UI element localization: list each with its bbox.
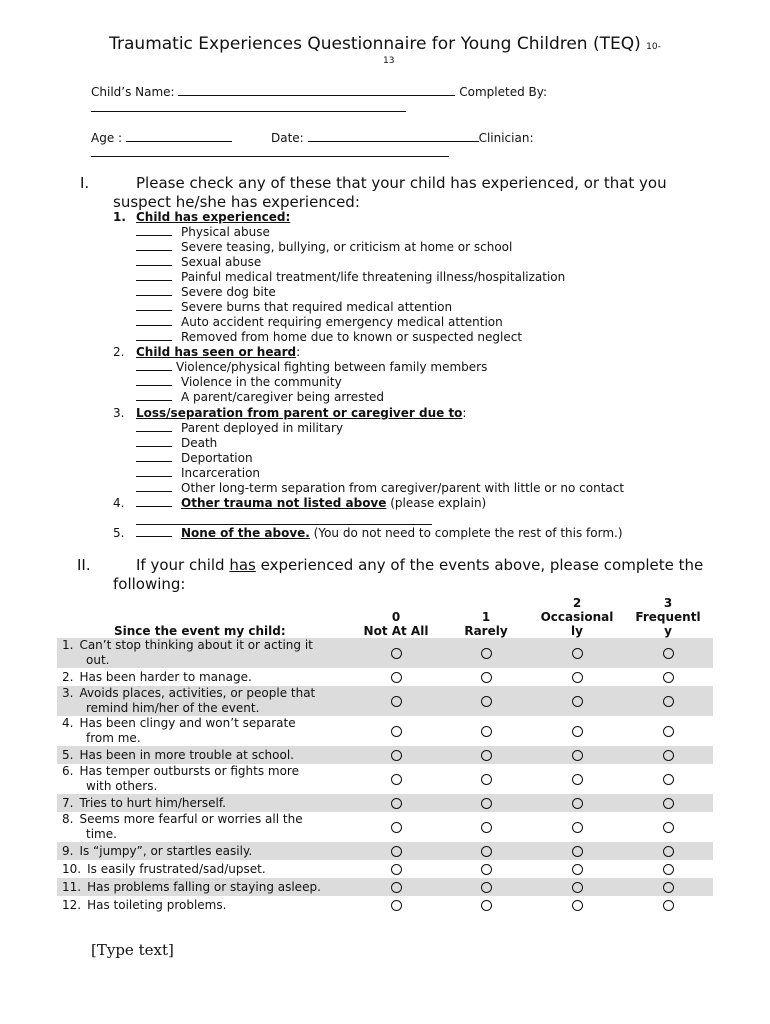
question-number: 7.: [62, 795, 74, 810]
rating-radio[interactable]: [481, 726, 492, 737]
question-cell: [57, 896, 351, 914]
rating-radio[interactable]: [481, 750, 492, 761]
rating-cell: [531, 812, 623, 842]
question-cell: [57, 860, 351, 878]
group-3-heading: Loss/separation from parent or caregiver due to:: [136, 406, 467, 420]
rating-radio[interactable]: [481, 648, 492, 659]
rating-cell: [441, 764, 531, 794]
other-trauma-explain-field[interactable]: [136, 524, 432, 525]
question-cell: [57, 716, 351, 746]
rating-radio[interactable]: [391, 696, 402, 707]
rating-cell: [441, 794, 531, 812]
column-header: 0 Not At All: [363, 610, 429, 638]
checklist-item[interactable]: Violence/physical fighting between family members: [136, 360, 487, 375]
rating-radio[interactable]: [481, 672, 492, 683]
rating-cell: [351, 716, 441, 746]
question-number: 2.: [62, 669, 74, 684]
checklist-item[interactable]: Sexual abuse: [136, 255, 261, 270]
rating-cell: [531, 794, 623, 812]
rating-cell: [441, 638, 531, 668]
clinician-field[interactable]: [91, 156, 449, 157]
section-2-numeral: II.: [77, 556, 91, 574]
checklist-item[interactable]: Parent deployed in military: [136, 421, 343, 436]
rating-radio[interactable]: [572, 672, 583, 683]
rating-cell: [623, 812, 713, 842]
question-text-continued: from me.: [86, 731, 141, 745]
rating-radio[interactable]: [391, 846, 402, 857]
clinician-label: Clinician:: [478, 131, 534, 145]
rating-radio[interactable]: [391, 900, 402, 911]
rating-radio[interactable]: [572, 900, 583, 911]
question-text: Has been harder to manage.: [79, 669, 252, 684]
rating-radio[interactable]: [481, 774, 492, 785]
rating-radio[interactable]: [572, 798, 583, 809]
rating-cell: [623, 686, 713, 716]
checklist-item[interactable]: A parent/caregiver being arrested: [136, 390, 384, 405]
question-text: Can’t stop thinking about it or acting it: [79, 638, 313, 652]
question-cell: [57, 668, 351, 686]
question-number: 6.: [62, 764, 74, 778]
column-header: 1 Rarely: [464, 610, 508, 638]
rating-radio[interactable]: [391, 822, 402, 833]
rating-radio[interactable]: [481, 798, 492, 809]
rating-radio[interactable]: [572, 822, 583, 833]
age-row: [91, 129, 232, 145]
rating-cell: [531, 668, 623, 686]
rating-radio[interactable]: [481, 864, 492, 875]
group-3-number: 3.: [113, 406, 125, 420]
group-5-number: 5.: [113, 526, 125, 540]
table-row: [57, 794, 713, 812]
rating-cell: [531, 878, 623, 896]
group-3-heading-text: Loss/separation from parent or caregiver due to: [136, 406, 463, 420]
rating-radio[interactable]: [663, 846, 674, 857]
checklist-item[interactable]: Severe burns that required medical attention: [136, 300, 452, 315]
table-row: [57, 716, 713, 746]
question-cell: [57, 878, 351, 896]
rating-radio[interactable]: [663, 750, 674, 761]
question-text-continued: remind him/her of the event.: [86, 701, 260, 715]
none-of-above-label: None of the above.: [181, 526, 310, 540]
rating-cell: [351, 896, 441, 914]
document-title: [0, 34, 770, 54]
rating-radio[interactable]: [663, 882, 674, 893]
rating-cell: [623, 842, 713, 860]
symptom-rating-table: [57, 590, 713, 914]
rating-cell: [531, 896, 623, 914]
rating-cell: [441, 896, 531, 914]
question-text: Has problems falling or staying asleep.: [87, 879, 321, 894]
rating-cell: [351, 878, 441, 896]
rating-radio[interactable]: [481, 882, 492, 893]
rating-cell: [441, 878, 531, 896]
question-text: Is “jumpy”, or startles easily.: [79, 843, 253, 858]
section-2-intro-continued: following:: [113, 575, 186, 593]
rating-cell: [441, 668, 531, 686]
table-row: [57, 842, 713, 860]
rating-radio[interactable]: [572, 846, 583, 857]
rating-radio[interactable]: [572, 648, 583, 659]
date-row: [271, 129, 533, 145]
rating-cell: [623, 716, 713, 746]
rating-radio[interactable]: [391, 648, 402, 659]
checklist-item[interactable]: Painful medical treatment/life threatening illness/hospitalization: [136, 270, 565, 285]
rating-cell: [351, 860, 441, 878]
group-1-heading: [136, 210, 290, 225]
checklist-item[interactable]: Physical abuse: [136, 225, 270, 240]
rating-cell: [623, 878, 713, 896]
question-number: 3.: [62, 686, 74, 700]
age-label: Age :: [91, 131, 123, 145]
checklist-item[interactable]: Deportation: [136, 451, 253, 466]
rating-cell: [351, 668, 441, 686]
question-text-continued: out.: [86, 653, 110, 667]
version-label-continued: 13: [383, 56, 395, 66]
question-text: Seems more fearful or worries all the: [79, 812, 303, 826]
rating-radio[interactable]: [572, 750, 583, 761]
rating-cell: [441, 716, 531, 746]
question-number: 1.: [62, 638, 74, 652]
rating-radio[interactable]: [391, 726, 402, 737]
rating-cell: [441, 860, 531, 878]
table-row: [57, 746, 713, 764]
question-text: Avoids places, activities, or people that: [79, 686, 316, 700]
table-row: [57, 764, 713, 794]
type-text-placeholder: [Type text]: [91, 941, 174, 959]
rating-radio[interactable]: [663, 672, 674, 683]
rating-cell: [531, 764, 623, 794]
group-2-number: 2.: [113, 345, 125, 359]
checklist-item[interactable]: Incarceration: [136, 466, 260, 481]
rating-cell: [623, 638, 713, 668]
since-event-header: Since the event my child:: [114, 624, 286, 638]
question-cell: [57, 842, 351, 860]
rating-cell: [623, 764, 713, 794]
rating-cell: [531, 638, 623, 668]
question-cell: [57, 638, 351, 668]
section-1-intro: Please check any of these that your child has experienced, or that you: [136, 174, 667, 192]
section-1-intro-continued: suspect he/she has experienced:: [113, 193, 360, 211]
question-number: 11.: [62, 879, 82, 894]
rating-radio[interactable]: [572, 882, 583, 893]
rating-cell: [531, 686, 623, 716]
checklist-item[interactable]: Violence in the community: [136, 375, 342, 390]
question-text: Has been in more trouble at school.: [79, 747, 294, 762]
table-row: [57, 896, 713, 914]
rating-radio[interactable]: [663, 648, 674, 659]
rating-radio[interactable]: [481, 900, 492, 911]
rating-cell: [441, 842, 531, 860]
rating-radio[interactable]: [663, 822, 674, 833]
question-text: Tries to hurt him/herself.: [79, 795, 226, 810]
group-2-heading: Child has seen or heard:: [136, 345, 301, 359]
rating-radio[interactable]: [572, 864, 583, 875]
group-4-number: 4.: [113, 496, 125, 510]
table-row: [57, 812, 713, 842]
rating-cell: [623, 746, 713, 764]
rating-radio[interactable]: [663, 864, 674, 875]
other-trauma-item[interactable]: Other trauma not listed above (please explain): [136, 496, 486, 511]
group-1-heading-text: Child has experienced:: [136, 210, 291, 224]
question-text: Has temper outbursts or fights more: [79, 764, 299, 778]
table-row: [57, 638, 713, 668]
table-row: [57, 668, 713, 686]
rating-radio[interactable]: [663, 798, 674, 809]
rating-radio[interactable]: [481, 696, 492, 707]
question-number: 8.: [62, 812, 74, 826]
rating-radio[interactable]: [481, 846, 492, 857]
question-text: Is easily frustrated/sad/upset.: [87, 861, 266, 876]
rating-radio[interactable]: [663, 900, 674, 911]
column-header: 2 Occasional ly: [540, 596, 614, 638]
group-1-number: 1.: [113, 210, 126, 224]
question-text: Has toileting problems.: [87, 897, 227, 912]
table-row: [57, 878, 713, 896]
other-trauma-label: Other trauma not listed above: [181, 496, 387, 510]
question-cell: [57, 746, 351, 764]
rating-cell: [623, 896, 713, 914]
rating-radio[interactable]: [391, 882, 402, 893]
rating-radio[interactable]: [391, 750, 402, 761]
checklist-item[interactable]: Auto accident requiring emergency medical attention: [136, 315, 503, 330]
rating-cell: [531, 842, 623, 860]
checklist-item[interactable]: Other long-term separation from caregiver/parent with little or no contact: [136, 481, 624, 496]
rating-radio[interactable]: [663, 726, 674, 737]
rating-radio[interactable]: [572, 774, 583, 785]
rating-cell: [531, 716, 623, 746]
childs-name-label: Child’s Name:: [91, 85, 175, 99]
rating-radio[interactable]: [391, 798, 402, 809]
rating-radio[interactable]: [572, 726, 583, 737]
date-field[interactable]: [308, 129, 479, 142]
rating-cell: [351, 686, 441, 716]
rating-radio[interactable]: [391, 672, 402, 683]
checklist-item[interactable]: Severe teasing, bullying, or criticism at home or school: [136, 240, 512, 255]
checklist-item[interactable]: Removed from home due to known or suspected neglect: [136, 330, 522, 345]
age-field[interactable]: [126, 129, 232, 142]
rating-cell: [623, 794, 713, 812]
question-text-continued: with others.: [86, 779, 158, 793]
question-cell: [57, 764, 351, 794]
rating-radio[interactable]: [391, 774, 402, 785]
table-row: [57, 686, 713, 716]
date-label: Date:: [271, 131, 304, 145]
version-label: 10-: [646, 42, 661, 52]
rating-cell: [351, 638, 441, 668]
rating-cell: [623, 668, 713, 686]
completed-by-field[interactable]: [91, 111, 406, 112]
rating-cell: [351, 764, 441, 794]
rating-cell: [623, 860, 713, 878]
question-text: Has been clingy and won’t separate: [79, 716, 296, 730]
childs-name-field[interactable]: [178, 83, 455, 96]
section-1-numeral: I.: [80, 174, 90, 192]
question-number: 5.: [62, 747, 74, 762]
question-text-continued: time.: [86, 827, 117, 841]
rating-cell: [531, 860, 623, 878]
rating-radio[interactable]: [481, 822, 492, 833]
rating-cell: [441, 812, 531, 842]
question-number: 10.: [62, 861, 82, 876]
rating-cell: [351, 746, 441, 764]
title-text: Traumatic Experiences Questionnaire for Young Children (TEQ): [109, 34, 641, 54]
rating-radio[interactable]: [663, 696, 674, 707]
section-2-intro: If your child has experienced any of the events above, please complete the: [136, 556, 704, 574]
checklist-item[interactable]: Severe dog bite: [136, 285, 276, 300]
rating-cell: [441, 686, 531, 716]
question-number: 4.: [62, 716, 74, 730]
question-cell: [57, 686, 351, 716]
question-number: 9.: [62, 843, 74, 858]
question-cell: [57, 794, 351, 812]
question-number: 12.: [62, 897, 82, 912]
rating-cell: [531, 746, 623, 764]
rating-radio[interactable]: [663, 774, 674, 785]
rating-radio[interactable]: [391, 864, 402, 875]
rating-cell: [351, 812, 441, 842]
group-2-heading-text: Child has seen or heard: [136, 345, 297, 359]
rating-cell: [441, 746, 531, 764]
checklist-item[interactable]: Death: [136, 436, 217, 451]
none-of-above-item[interactable]: None of the above. (You do not need to complete the rest of this form.): [136, 526, 623, 541]
completed-by-label: Completed By:: [459, 85, 548, 99]
table-row: [57, 860, 713, 878]
rating-radio[interactable]: [572, 696, 583, 707]
question-cell: [57, 812, 351, 842]
childs-name-row: [91, 83, 547, 99]
rating-cell: [351, 842, 441, 860]
column-header: 3 Frequentl y: [635, 596, 701, 638]
rating-cell: [351, 794, 441, 812]
